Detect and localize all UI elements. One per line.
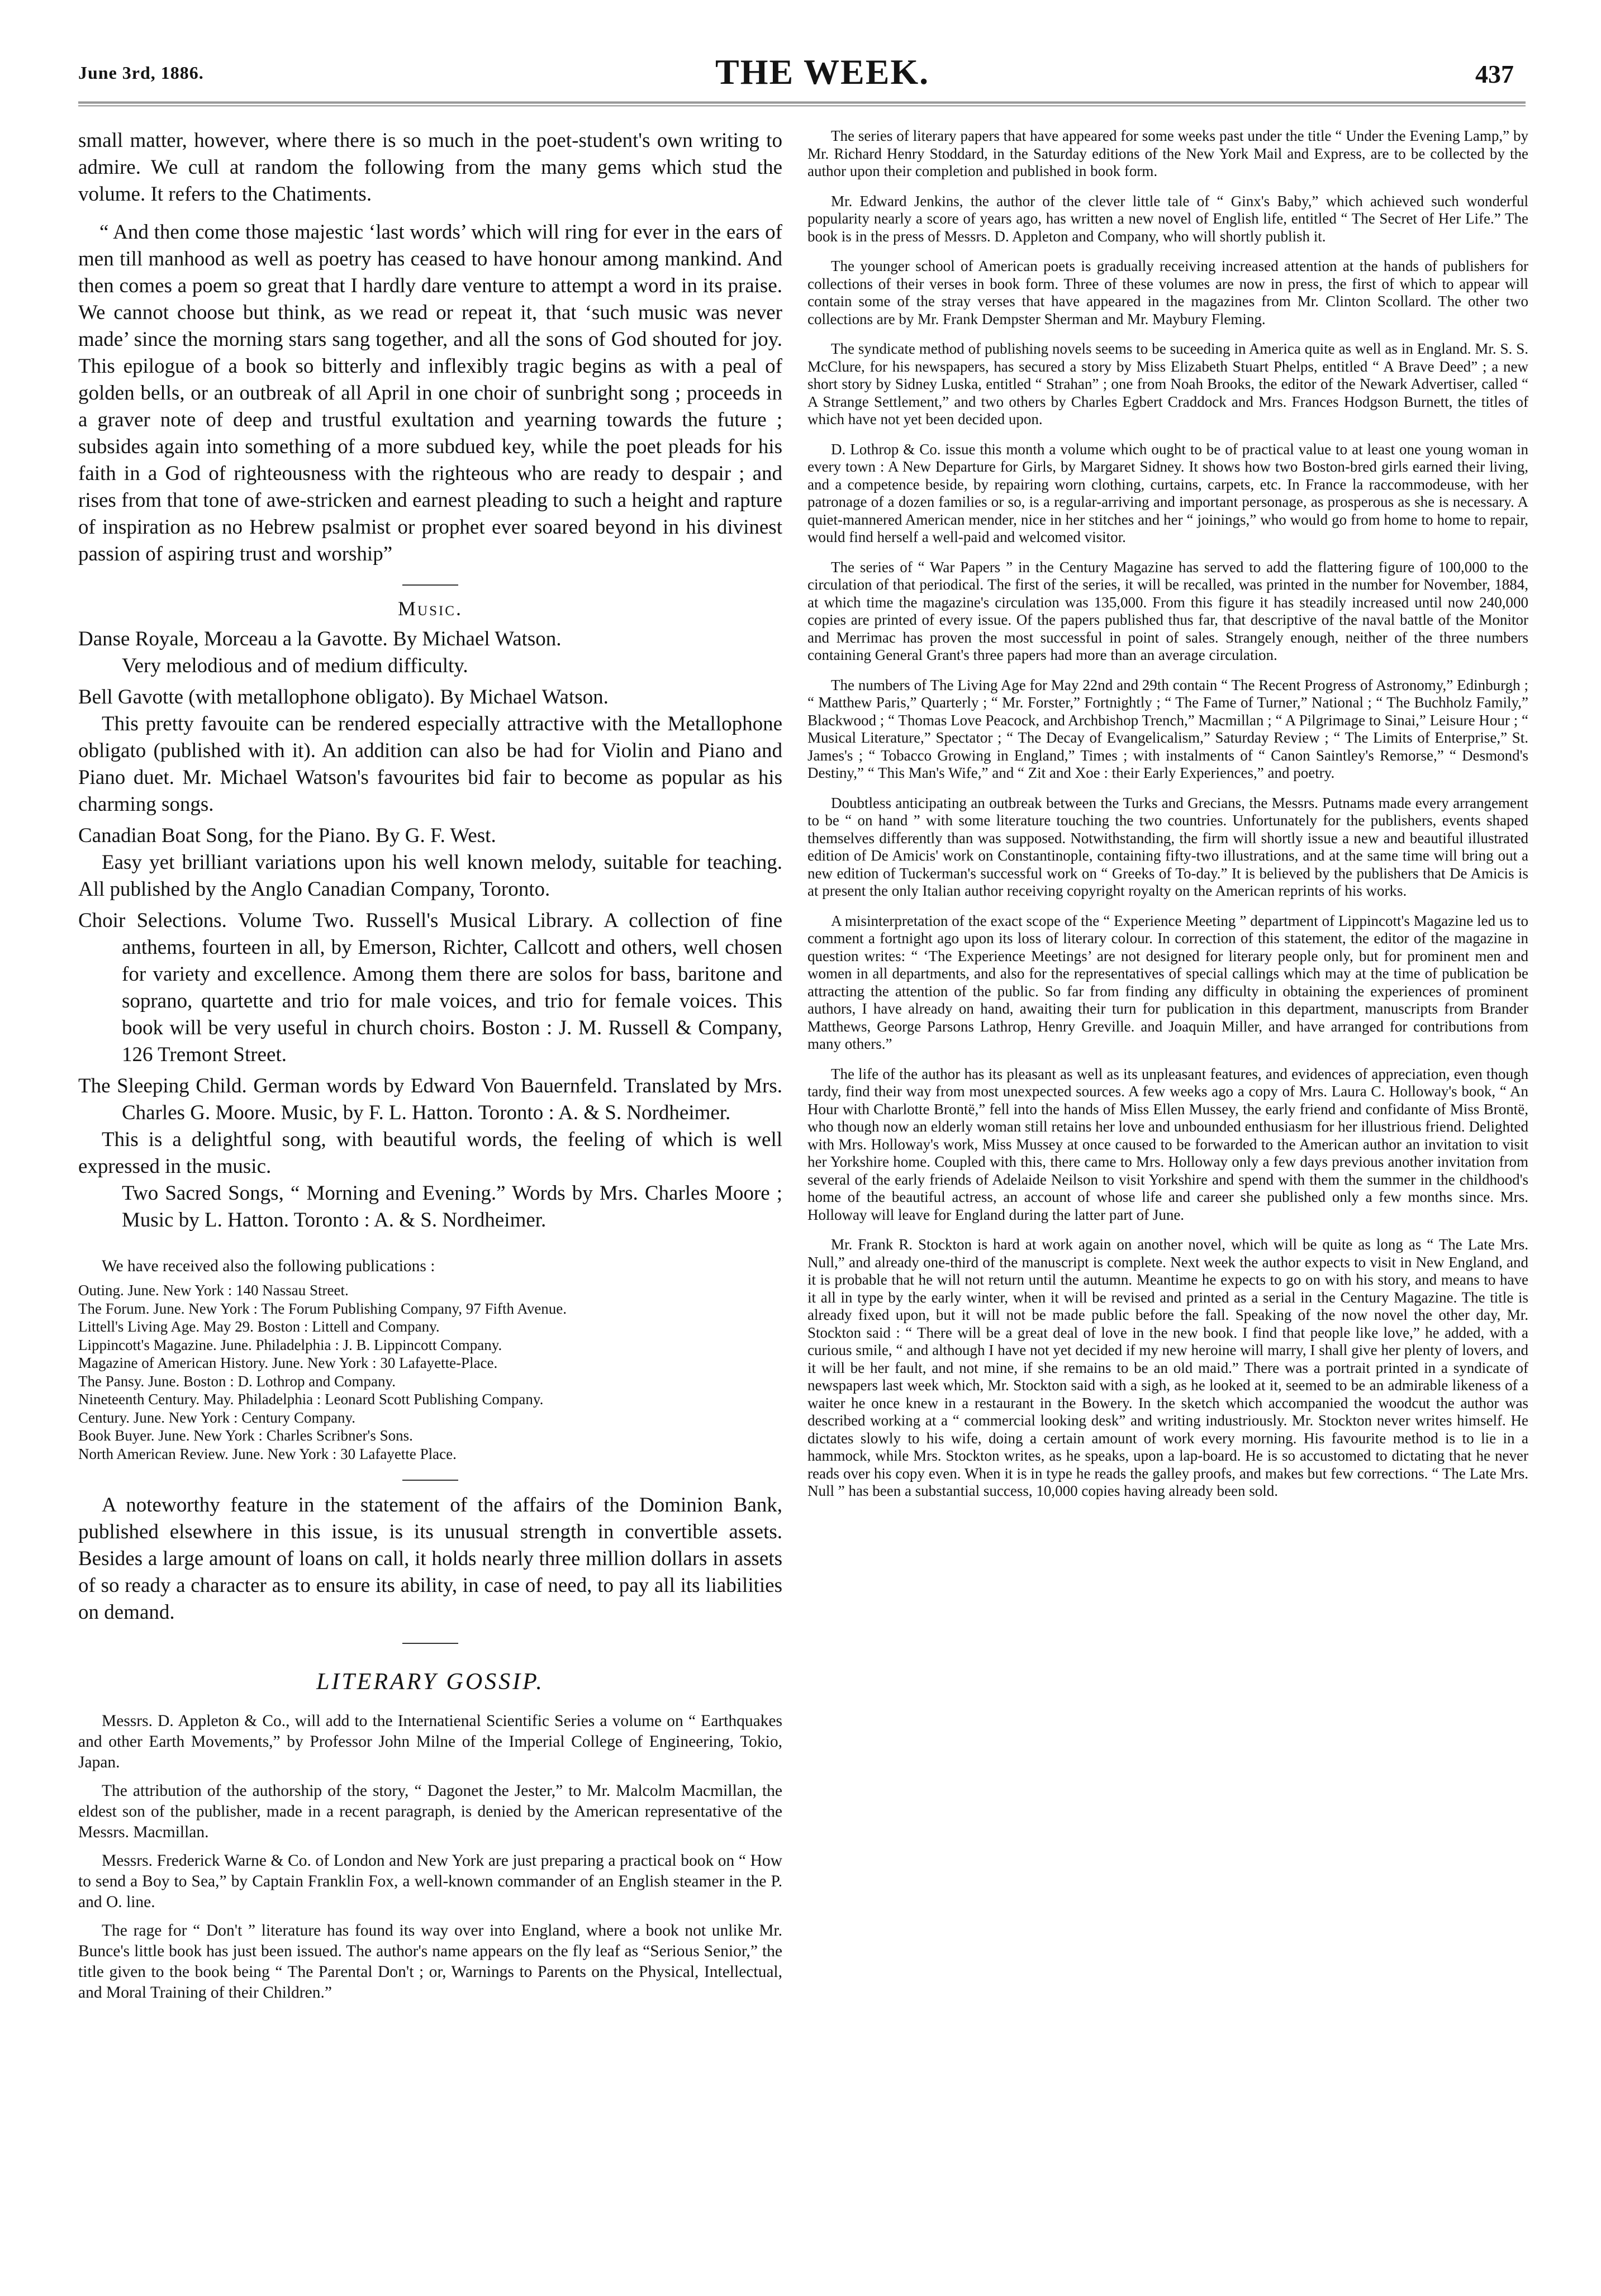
publication-item: Magazine of American History. June. New York : 30 Lafayette-Place. <box>78 1354 498 1371</box>
sleeping-child-note: This is a delightful song, with beautiful words, the feeling of which is well expressed in the music. <box>78 1128 782 1178</box>
gossip-paragraph: D. Lothrop & Co. issue this month a volume which ought to be of practical value to at least one young woman in every town : A New Departure for Girls, by Margaret Sidney. It shows how two Boston-bred girls earned their living, and a competence beside, by repairing worn clothing, curtains, carpets, etc. In France la raccommodeuse, with her patronage of a dozen families or so, is a regular-arriving and important personage, as prosperous as she is necessary. A quiet-mannered American mender, nice in her stitches and her “ joinings,” who would go from home to home to repair, would find herself a well-paid and welcomed visitor. <box>807 440 1528 545</box>
intro-paragraph: small matter, however, where there is so much in the poet-student's own writing to admire. We cull at random the following from the many gems which stud the volume. It refers to the Chatiments. <box>78 129 782 206</box>
music-entry-title: Bell Gavotte (with metallophone obligato). By Michael Watson. <box>78 686 609 709</box>
gossip-paragraph: The attribution of the authorship of the story, “ Dagonet the Jester,” to Mr. Malcolm Macmillan, the eldest son of the publisher, made in a recent paragraph, is denied by the American representative of the Messrs. Macmillan. <box>78 1782 782 1841</box>
section-divider <box>402 584 458 586</box>
quote-block <box>78 219 782 568</box>
gossip-paragraph: The younger school of American poets is gradually receiving increased attention at the hands of publishers for collections of their verses in book form. Three of these volumes are now in press, the first of which to appear will contain some of the stray verses that have appeared in the magazines from Mr. Clinton Scollard. The other two collections are by Mr. Frank Dempster Sherman and Mr. Maybury Fleming. <box>807 258 1528 327</box>
gossip-paragraph: The life of the author has its pleasant as well as its unpleasant features, and evidences of appreciation, even though tardy, find their way from most unexpected sources. A few weeks ago a copy of Mrs. Laura C. Holloway's book, “ An Hour with Charlotte Brontë,” fell into the hands of Miss Ellen Mussey, the early friend and confidante of Miss Brontë, who though now an elderly woman still retains her love and unbounded enthusiasm for her illustrious friend. Delighted with Mrs. Holloway's work, Miss Mussey at once caused to be forwarded to the American author an invitation to visit her Yorkshire home. Coupled with this, there came to Mrs. Holloway only a few days previous another invitation from several of the early friends of Adelaide Neilson to visit Yorkshire and spend with them the summer in the childhood's home of the beautiful actress, an account of whose life and career she published only a few months since. Mrs. Holloway will leave for England during the latter part of June. <box>807 1065 1528 1223</box>
quote-paragraph: “ And then come those majestic ‘last words’ which will ring for ever in the ears of men till manhood as well as poetry has ceased to have honour among mankind. And then comes a poem so great that I hardly dare venture to attempt a word in its praise. We cannot choose but think, as we read or repeat it, that ‘such music was never made’ since the morning stars sang together, and all the sons of God shouted for joy. This epilogue of a book so bitterly and inflexibly tragic begins as with a peal of golden bells, or an outbreak of all April in one choir of sunbright song ; proceeds in a graver note of deep and trustful exultation and yearning towards the future ; subsides again into something of a more subdued key, while the poet pleads for his faith in a God of righteousness with the righteous who are ready to despair ; and rises from that tone of awe-stricken and earnest pleading to such a height and rapture of inspiration as no Hebrew psalmist or prophet ever soared beyond in his divinest passion of aspiring trust and worship” <box>78 221 782 565</box>
publication-item: The Forum. June. New York : The Forum Publishing Company, 97 Fifth Avenue. <box>78 1300 567 1317</box>
header-rule <box>78 102 1526 106</box>
music-entry <box>78 626 782 679</box>
gossip-paragraph: The series of “ War Papers ” in the Century Magazine has served to add the flattering figure of 100,000 to the circulation of that periodical. The first of the series, it will be recalled, was printed in the number for November, 1884, at which time the magazine's circulation was 135,000. From this figure it has steadily increased until now 240,000 copies are printed of every issue. Of the papers published thus far, that descriptive of the naval battle of the Monitor and Merrimac has proven the most successful in point of sales. Strangely enough, neither of the three numbers containing General Grant's three papers had more than an average circulation. <box>807 558 1528 663</box>
gossip-paragraph: Doubtless anticipating an outbreak between the Turks and Grecians, the Messrs. Putnams made every arrangement to be “ on hand ” with some literature touching the two countries. Unfortunately for the publishers, events shaped themselves differently than was supposed. Notwithstanding, the firm will shortly issue a new and beautiful illustrated edition of De Amicis' work on Constantinople, containing fifty-two illustrations, and at the same time will bring out a new edition of Tuckerman's successful work on “ Greeks of To-day.” It is believed by the publishers that De Amicis is at present the only Italian author receiving copyright royalty on the American reprints of his works. <box>807 794 1528 899</box>
dominion-bank-paragraph: A noteworthy feature in the statement of the affairs of the Dominion Bank, published elsewhere in this issue, is its unusual strength in convertible assets. Besides a large amount of loans on call, it holds nearly three million dollars in assets of so ready a character as to ensure its ability, in case of need, to pay all its liabilities on demand. <box>78 1494 782 1624</box>
music-entry-title: Choir Selections. Volume Two. Russell's Musical Library. A collection of fine anthems, fourteen in all, by Emerson, Richter, Callcott and others, well chosen for variety and excellence. Among them there are solos for bass, baritone and soprano, quartette and trio for male voices, and trio for female voices. This book will be very useful in church choirs. Boston : J. M. Russell & Company, 126 Tremont Street. <box>78 909 782 1066</box>
music-entry-title: Canadian Boat Song, for the Piano. By G. F. West. <box>78 824 496 847</box>
gossip-paragraph: A misinterpretation of the exact scope of the “ Experience Meeting ” department of Lippincott's Magazine led us to comment a fortnight ago upon its loss of literary colour. In correction of this statement, the editor of the magazine in question writes: “ ‘The Experience Meetings’ are not designed for literary people only, but for prominent men and women in all departments, and also for the representatives of special callings which may at the time of publication be attracting the attention of the public. So far from finding any difficulty in obtaining the experiences of prominent authors, I have already on hand, awaiting their turn for publication in this department, manuscripts from Brander Matthews, George Parsons Lathrop, Henry Greville. and Joaquin Miller, and have arranged for contributions from many others.” <box>807 912 1528 1052</box>
music-entry <box>78 684 782 818</box>
issue-date: June 3rd, 1886. <box>78 63 204 83</box>
section-divider <box>402 1643 458 1644</box>
two-sacred-songs: Two Sacred Songs, “ Morning and Evening.” Words by Mrs. Charles Moore ; Music by L. Hatton. Toronto : A. & S. Nordheimer. <box>122 1182 782 1232</box>
received-intro: We have received also the following publications : <box>102 1257 435 1275</box>
music-heading: Music. <box>398 597 463 620</box>
gossip-paragraph: Messrs. Frederick Warne & Co. of London and New York are just preparing a practical book on “ How to send a Boy to Sea,” by Captain Franklin Fox, a well-known commander of an English steamer in the P. and O. line. <box>78 1852 782 1911</box>
gossip-paragraph: Messrs. D. Appleton & Co., will add to the Internatienal Scientific Series a volume on “ Earthquakes and other Earth Movements,” by Professor John Milne of the Imperial College of Engineering, Tokio, Japan. <box>78 1712 782 1771</box>
publication-item: Nineteenth Century. May. Philadelphia : Leonard Scott Publishing Company. <box>78 1391 544 1408</box>
left-column <box>78 127 782 2003</box>
gossip-paragraph: Mr. Frank R. Stockton is hard at work again on another novel, which will be quite as long as “ The Late Mrs. Null,” and already one-third of the manuscript is complete. Next week the author expects to visit in New England, and it is probable that he will not return until the autumn. Meantime he expects to go on with his story, and means to have it all in type by the early winter, when it will be revised and printed as a serial in the Century Magazine. The title is already fixed upon, but it will not be made public before the fall. Speaking of the now novel the other day, Mr. Stockton said : “ There will be a great deal of love in the new book. I find that people like love,” he added, with a curious smile, “ and although I have not yet decided if my new heroine will marry, I shall give her plenty of lovers, and it will be her fault, and not mine, if she remains to be an old maid.” There was a portrait printed in a syndicate of newspapers last week which, Mr. Stockton said with a sigh, as he looked at it, seemed to be an admirable likeness of a waiter he once knew in a restaurant in the Bowery. In the sketch which accompanied the woodcut the author was described working at a “ commercial looking desk” and writing industriously. Mr. Stockton never writes himself. He dictates slowly to his wife, doing a certain amount of work every morning. His favourite method is to lie in a hammock, while Mrs. Stockton writes, as he speaks, upon a lap-board. He is so accustomed to dictating that he never reads over his copy even. When it is in type he reads the galley proofs, and makes but few corrections. “ The Late Mrs. Null ” has been a substantial success, 10,000 copies having already been sold. <box>807 1236 1528 1499</box>
publications-list <box>78 1281 782 1463</box>
publication-item: North American Review. June. New York : 30 Lafayette Place. <box>78 1445 457 1462</box>
music-entry-desc: This pretty favouite can be rendered especially attractive with the Metallophone obligato (published with it). An addition can also be had for Violin and Piano and Piano duet. Mr. Michael Watson's favourites bid fair to become as popular as his charming songs. <box>78 712 782 816</box>
music-entry-desc: Very melodious and of medium difficulty. <box>122 654 468 677</box>
music-entry <box>78 1073 782 1126</box>
publication-item: Century. June. New York : Century Company. <box>78 1409 355 1426</box>
publication-item: Outing. June. New York : 140 Nassau Street. <box>78 1282 349 1299</box>
music-entry-title: The Sleeping Child. German words by Edward Von Bauernfeld. Translated by Mrs. Charles G. Moore. Music, by F. L. Hatton. Toronto : A. & S. Nordheimer. <box>78 1075 782 1124</box>
publication-item: Littell's Living Age. May 29. Boston : Littell and Company. <box>78 1318 440 1335</box>
gossip-paragraph: The numbers of The Living Age for May 22nd and 29th contain “ The Recent Progress of Astronomy,” Edinburgh ; “ Matthew Paris,” Quarterly ; “ Mr. Forster,” Fortnightly ; “ The Fame of Turner,” National ; “ The Buchholz Family,” Blackwood ; “ Thomas Love Peacock, and Archbishop Trench,” Macmillan ; “ A Pilgrimage to Sinai,” Leisure Hour ; “ Musical Literature,” Spectator ; “ The Decay of Evangelicalism,” Saturday Review ; “ The Limits of Enterprise,” St. James's ; “ Tobacco Growing in England,” Times ; with instalments of “ Canon Saintley's Remorse,” “ Desmond's Destiny,” “ This Man's Wife,” and “ Zit and Xoe : their Early Experiences,” and poetry. <box>807 676 1528 781</box>
section-divider <box>402 1480 458 1481</box>
masthead-title: THE WEEK. <box>715 52 930 92</box>
gossip-paragraph: The rage for “ Don't ” literature has found its way over into England, where a book not unlike Mr. Bunce's little book has just been issued. The author's name appears on the fly leaf as “Serious Senior,” the title given to the book being “ The Parental Don't ; or, Warnings to Parents on the Physical, Intellectual, and Moral Training of their Children.” <box>78 1922 782 2002</box>
publication-item: Lippincott's Magazine. June. Philadelphia : J. B. Lippincott Company. <box>78 1336 502 1353</box>
gossip-paragraph: The series of literary papers that have appeared for some weeks past under the title “ Under the Evening Lamp,” by Mr. Richard Henry Stoddard, in the Saturday editions of the New York Mail and Express, are to be collected by the author upon their completion and published in book form. <box>807 127 1528 179</box>
publication-item: Book Buyer. June. New York : Charles Scribner's Sons. <box>78 1427 413 1444</box>
publication-item: The Pansy. June. Boston : D. Lothrop and Company. <box>78 1372 396 1390</box>
gossip-paragraph: Mr. Edward Jenkins, the author of the clever little tale of “ Ginx's Baby,” which achieved such wonderful popularity nearly a score of years ago, has written a new novel of English life, entitled “ The Secret of Her Life.” The book is in the press of Messrs. D. Appleton and Company, who will shortly publish it. <box>807 192 1528 245</box>
literary-gossip-heading: LITERARY GOSSIP. <box>316 1669 544 1695</box>
right-column <box>807 127 1528 1513</box>
music-entry <box>78 823 782 903</box>
page-number: 437 <box>1475 60 1514 88</box>
music-entry <box>78 907 782 1068</box>
gossip-paragraph: The syndicate method of publishing novels seems to be suceeding in America quite as well as in England. Mr. S. S. McClure, for his newspapers, has secured a story by Miss Elizabeth Stuart Phelps, entitled “ A Brave Deed” ; a new short story by Sidney Luska, entitled “ Strahan” ; one from Noah Brooks, the editor of the Newark Advertiser, called “ A Strange Settlement,” and two others by Charles Egbert Craddock and Mrs. Frances Hodgson Burnett, the titles of which have not yet been decided upon. <box>807 340 1528 427</box>
music-entry-title: Danse Royale, Morceau a la Gavotte. By Michael Watson. <box>78 628 562 650</box>
music-entry-desc: Easy yet brilliant variations upon his well known melody, suitable for teaching. All published by the Anglo Canadian Company, Toronto. <box>78 851 782 901</box>
